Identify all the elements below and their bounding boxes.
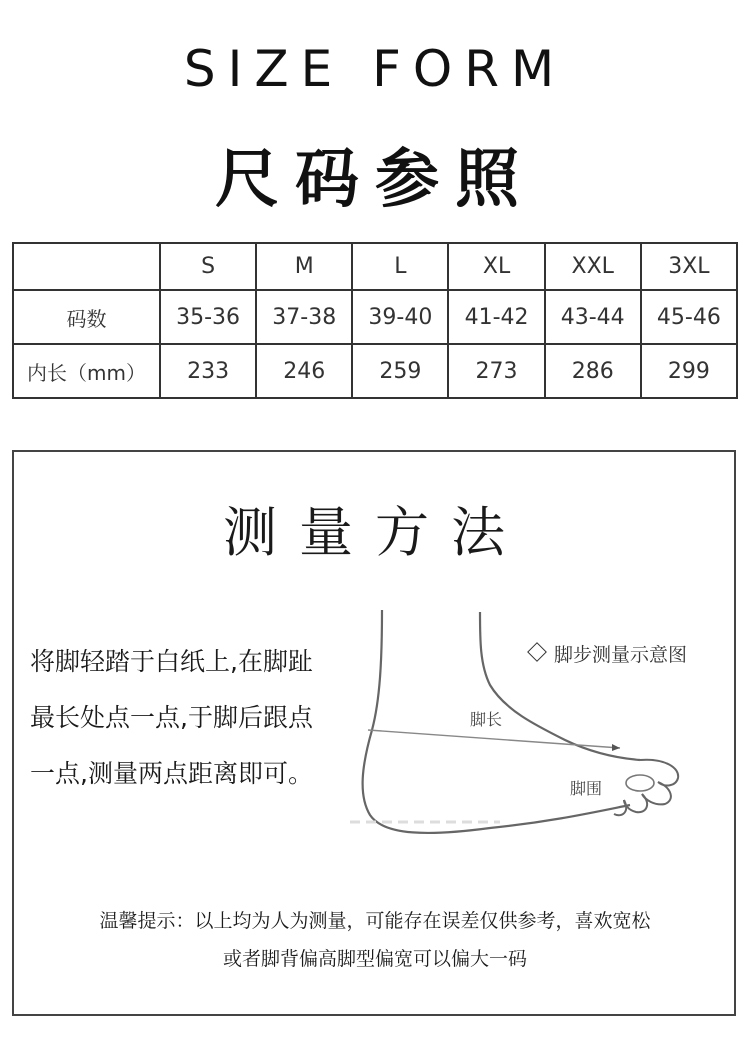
row-label: 内长（mm）: [13, 344, 160, 398]
length-label: 脚长: [470, 710, 503, 729]
title-en: SIZE FORM: [183, 40, 567, 98]
table-cell: 35-36: [160, 290, 256, 344]
size-column-header: M: [256, 243, 352, 290]
table-cell: 39-40: [352, 290, 448, 344]
size-column-header: L: [352, 243, 448, 290]
method-title: 测量方法: [223, 501, 527, 564]
size-column-header: 3XL: [641, 243, 737, 290]
size-header-row: [13, 243, 737, 290]
length-line: [368, 730, 620, 748]
table-cell: 233: [160, 344, 256, 398]
table-cell: 45-46: [641, 290, 737, 344]
size-table: [12, 242, 738, 399]
tip-line: 或者脚背偏高脚型偏宽可以偏大一码: [222, 948, 527, 970]
row-label: 码数: [13, 290, 160, 344]
toe-outline: [624, 794, 647, 812]
table-cell: 273: [448, 344, 544, 398]
table-row: [13, 344, 737, 398]
size-column-header: XL: [448, 243, 544, 290]
girth-label: 脚围: [570, 779, 603, 798]
arrow-icon: [612, 744, 620, 751]
table-cell: 41-42: [448, 290, 544, 344]
instruction-line: 将脚轻踏于白纸上,在脚趾: [30, 647, 313, 676]
size-column-header: XXL: [545, 243, 641, 290]
instep-outline: [480, 612, 640, 760]
tip-line: 温馨提示：以上均为人为测量，可能存在误差仅供参考，喜欢宽松: [99, 910, 651, 932]
table-cell: 259: [352, 344, 448, 398]
size-column-header: S: [160, 243, 256, 290]
table-cell: 299: [641, 344, 737, 398]
table-cell: 246: [256, 344, 352, 398]
toe-nail: [626, 775, 654, 791]
title-cn: 尺码参照: [215, 143, 535, 217]
table-cell: 43-44: [545, 290, 641, 344]
table-corner-cell: [13, 243, 160, 290]
instruction-line: 一点,测量两点距离即可。: [30, 759, 313, 788]
foot-diagram: [340, 600, 700, 850]
table-cell: 286: [545, 344, 641, 398]
table-cell: 37-38: [256, 290, 352, 344]
table-row: [13, 290, 737, 344]
diagram-caption-text: 脚步测量示意图: [554, 644, 688, 666]
instruction-line: 最长处点一点,于脚后跟点: [30, 703, 313, 732]
